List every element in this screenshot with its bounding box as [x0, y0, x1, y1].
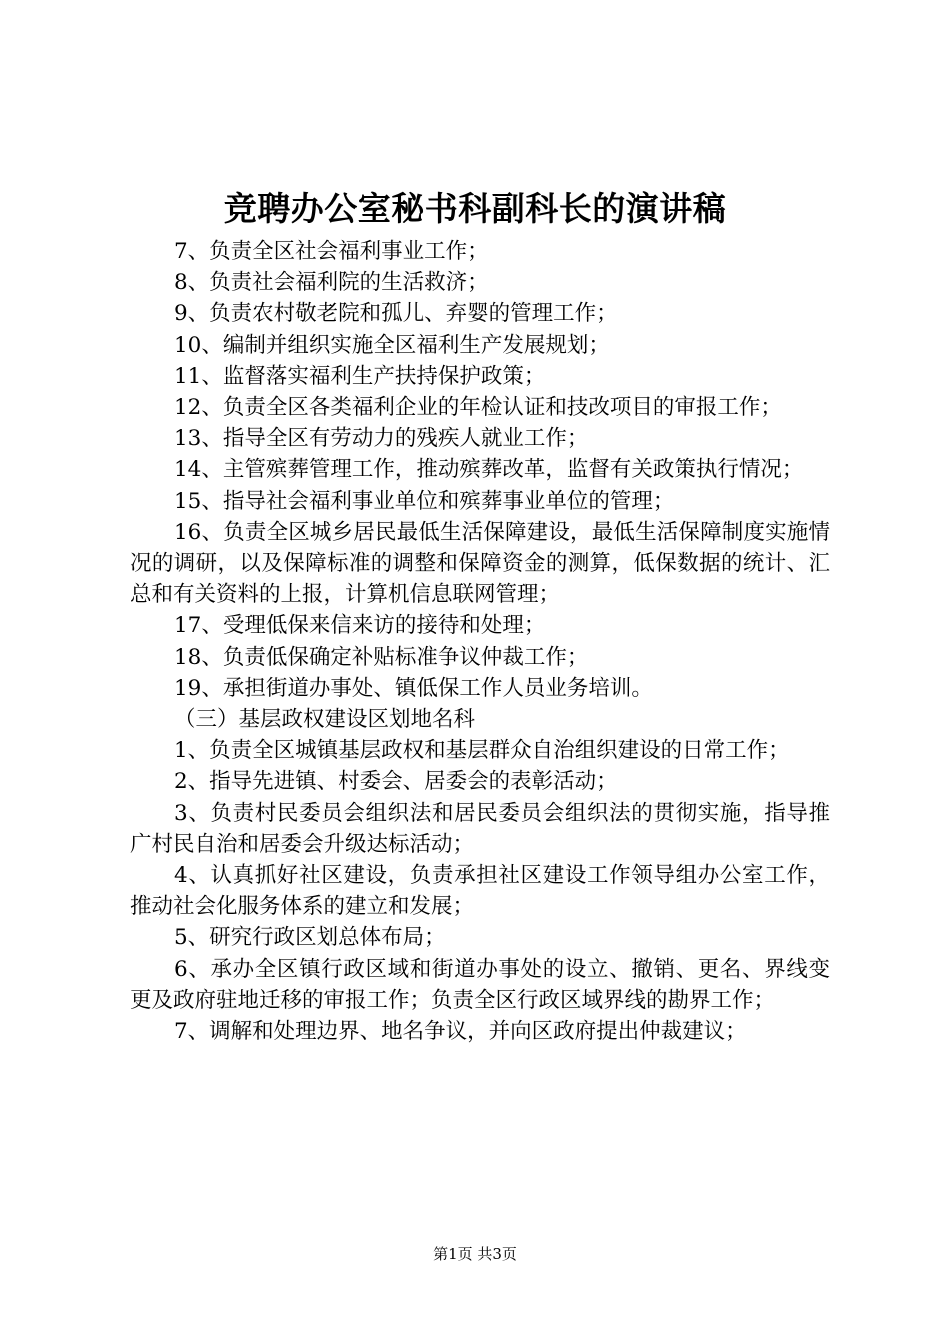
document-body — [130, 236, 830, 1047]
paragraph: 6、承办全区镇行政区域和街道办事处的设立、撤销、更名、界线变更及政府驻地迁移的审报工作；负责全区行政区域界线的勘界工作； — [130, 956, 830, 1013]
paragraph: 7、调解和处理边界、地名争议，并向区政府提出仲裁建议； — [174, 1019, 747, 1045]
page-number-footer: 第1页 共3页 — [433, 1245, 517, 1263]
paragraph: 2、指导先进镇、村委会、居委会的表彰活动； — [174, 769, 618, 795]
paragraph: 1、负责全区城镇基层政权和基层群众自治组织建设的日常工作； — [174, 738, 790, 764]
paragraph: 16、负责全区城乡居民最低生活保障建设，最低生活保障制度实施情况的调研，以及保障标准的调整和保障资金的测算，低保数据的统计、汇总和有关资料的上报，计算机信息联网管理； — [130, 519, 830, 608]
paragraph: 3、负责村民委员会组织法和居民委员会组织法的贯彻实施，指导推广村民自治和居委会升级达标活动； — [130, 800, 830, 857]
paragraph: 13、指导全区有劳动力的残疾人就业工作； — [174, 426, 589, 452]
paragraph: 10、编制并组织实施全区福利生产发展规划； — [174, 332, 610, 358]
paragraph: 11、监督落实福利生产扶持保护政策； — [174, 363, 546, 389]
paragraph: 12、负责全区各类福利企业的年检认证和技改项目的审报工作； — [174, 395, 782, 421]
paragraph: 5、研究行政区划总体布局； — [174, 925, 446, 951]
section-heading: （三）基层政权建设区划地名科 — [174, 707, 476, 733]
paragraph: 14、主管殡葬管理工作，推动殡葬改革，监督有关政策执行情况； — [174, 457, 804, 483]
paragraph: 4、认真抓好社区建设，负责承担社区建设工作领导组办公室工作，推动社会化服务体系的建立和发展； — [130, 863, 830, 920]
paragraph: 7、负责全区社会福利事业工作； — [174, 239, 489, 264]
paragraph: 8、负责社会福利院的生活救济； — [174, 270, 489, 296]
paragraph: 19、承担街道办事处、镇低保工作人员业务培训。 — [174, 675, 653, 701]
paragraph: 15、指导社会福利事业单位和殡葬事业单位的管理； — [174, 488, 675, 514]
paragraph: 9、负责农村敬老院和孤儿、弃婴的管理工作； — [174, 301, 618, 327]
document-title: 竞聘办公室秘书科副科长的演讲稿 — [223, 189, 727, 228]
paragraph: 17、受理低保来信来访的接待和处理； — [174, 613, 546, 639]
paragraph: 18、负责低保确定补贴标准争议仲裁工作； — [174, 644, 589, 670]
